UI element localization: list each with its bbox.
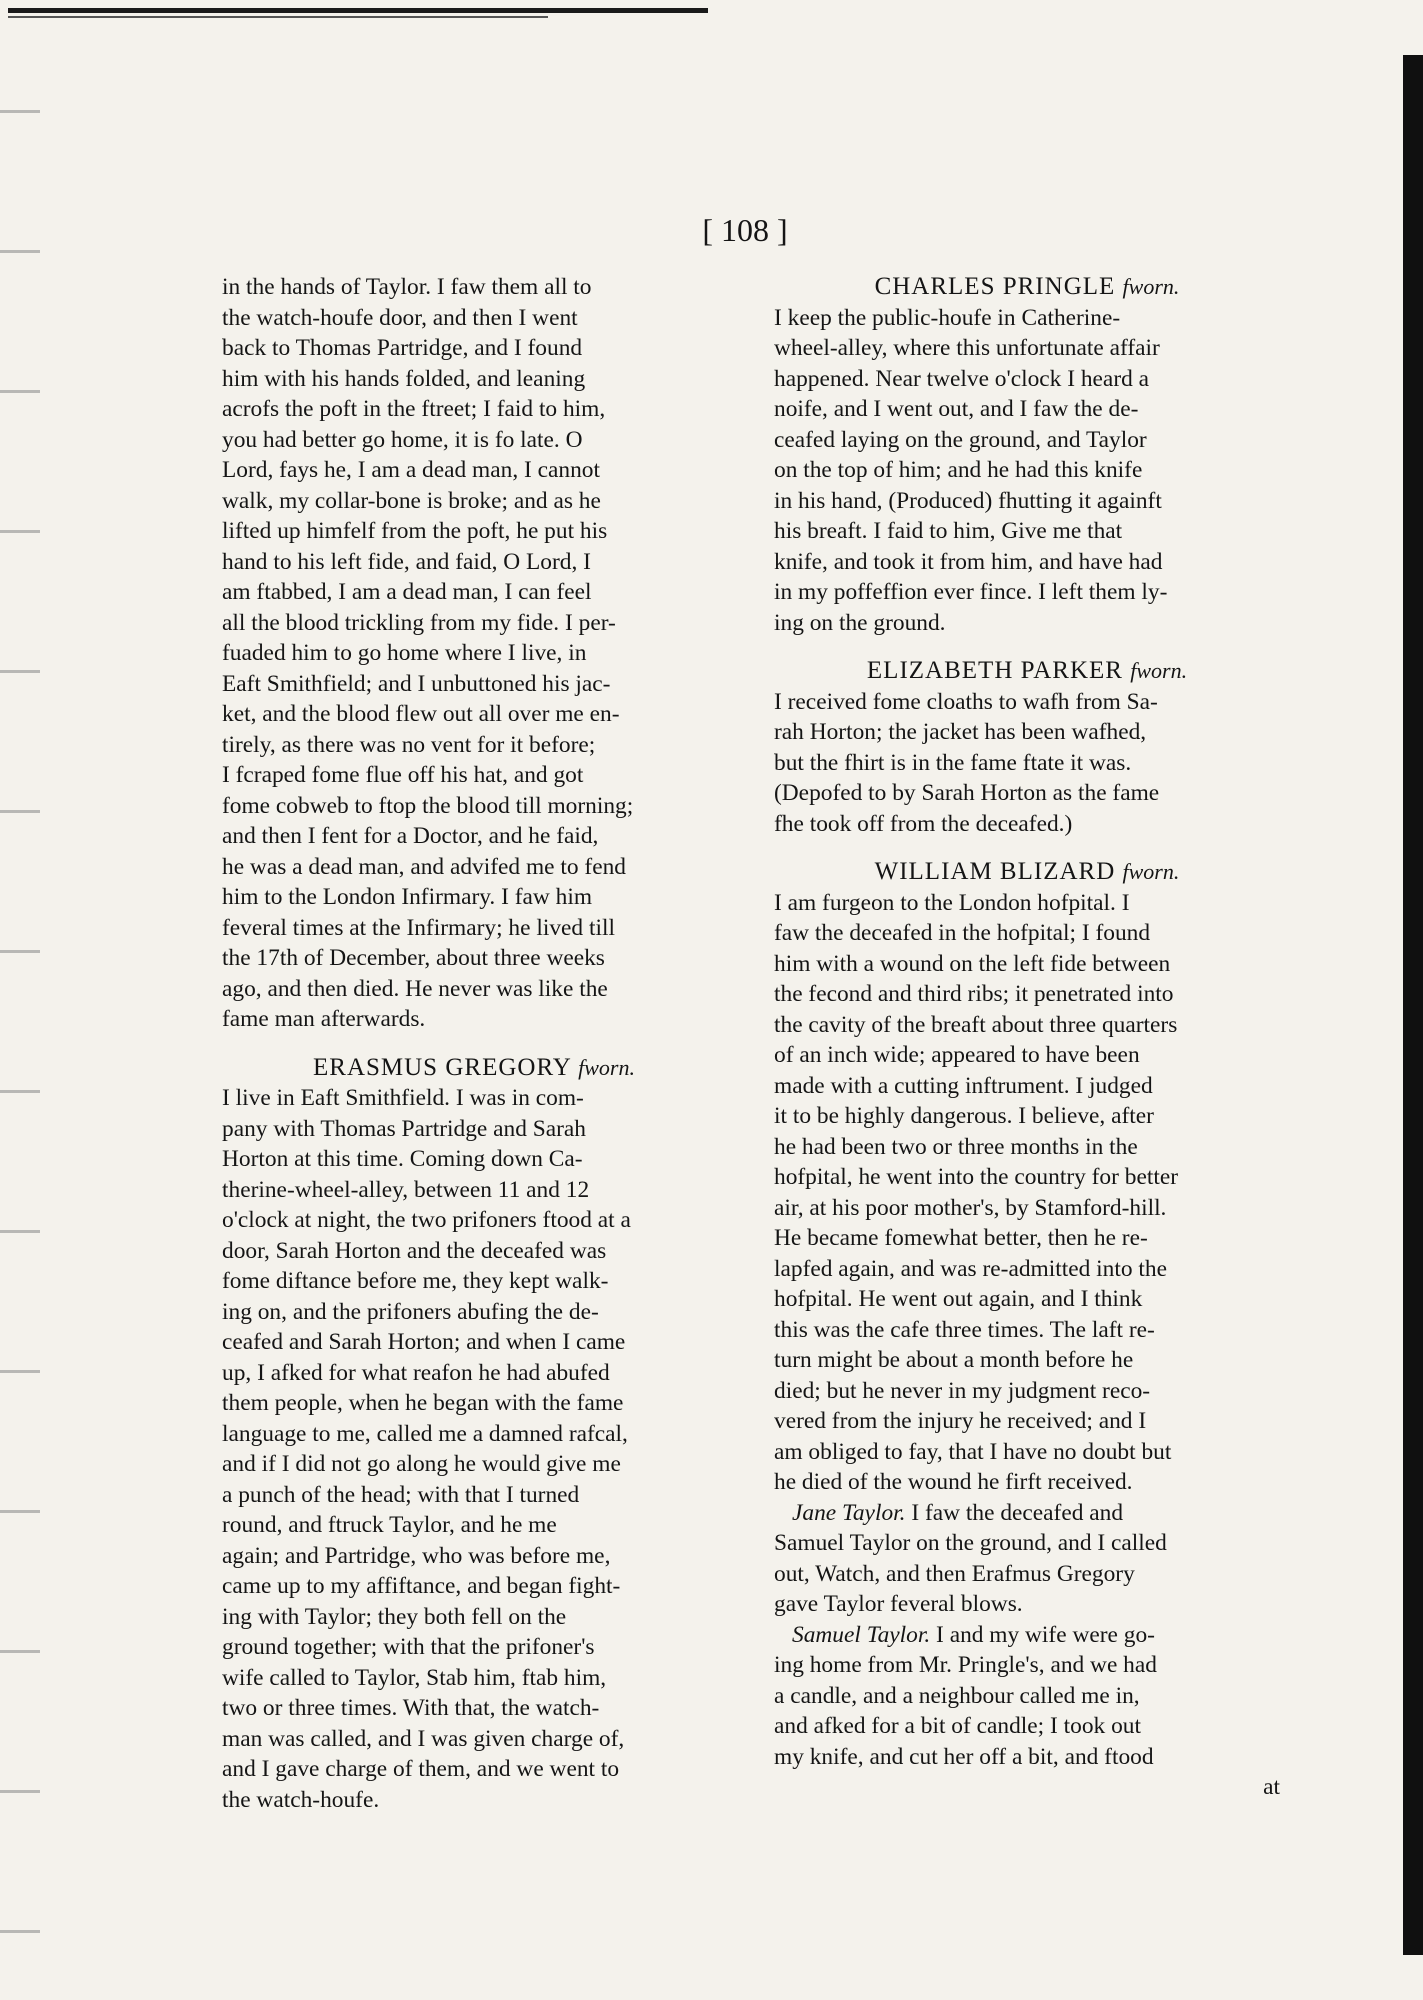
text-line: Lord, fays he, I am a dead man, I cannot xyxy=(222,457,600,483)
testimony-samuel-taylor xyxy=(774,1620,1280,1773)
text-line: but the fhirt is in the fame ftate it was. xyxy=(774,749,1132,776)
text-line: he died of the wound he firft received. xyxy=(774,1469,1133,1495)
text-line: Samuel Taylor on the ground, and I called xyxy=(774,1530,1167,1556)
text-line: and I gave charge of them, and we went to xyxy=(222,1756,620,1782)
text-line: acrofs the poft in the ftreet; I faid to him, xyxy=(222,396,606,422)
testimony-erasmus-gregory xyxy=(222,1083,726,1815)
text-line: a candle, and a neighbour called me in, xyxy=(774,1682,1140,1709)
text-line: am obliged to fay, that I have no doubt but xyxy=(774,1438,1172,1465)
text-line: fuaded him to go home where I live, in xyxy=(222,640,587,666)
top-rule xyxy=(8,8,708,13)
text-line: died; but he never in my judgment reco- xyxy=(774,1377,1151,1404)
text-line: the cavity of the breaft about three quarters xyxy=(774,1011,1178,1038)
text-line: I keep the public-houfe in Catherine- xyxy=(774,304,1121,331)
text-line: you had better go home, it is fo late. O xyxy=(222,426,583,453)
text-line: faw the deceafed in the hofpital; I found xyxy=(774,920,1151,946)
text-line: pany with Thomas Partridge and Sarah xyxy=(222,1115,586,1142)
text-line: fome cobweb to ftop the blood till morning; xyxy=(222,792,634,819)
text-line: walk, my collar-bone is broke; and as he xyxy=(222,487,601,514)
witness-heading-william-blizard: WILLIAM BLIZARD fworn. xyxy=(874,858,1180,885)
text-line: hand to his left fide, and faid, O Lord, I xyxy=(222,548,591,575)
text-line: am ftabbed, I am a dead man, I can feel xyxy=(222,579,592,605)
text-line: tirely, as there was no vent for it before; xyxy=(222,731,596,758)
text-line: air, at his poor mother's, by Stamford-hill. xyxy=(774,1194,1167,1221)
right-column xyxy=(774,272,1280,1803)
text-line: I received fome cloaths to wafh from Sa- xyxy=(774,688,1158,715)
text-line: Samuel Taylor. I and my wife were go- xyxy=(792,1621,1155,1648)
text-line: ceafed laying on the ground, and Taylor xyxy=(774,426,1147,453)
text-line: he was a dead man, and advifed me to fend xyxy=(222,853,626,880)
text-line: and afked for a bit of candle; I took out xyxy=(774,1713,1141,1739)
text-line: hofpital, he went into the country for better xyxy=(774,1164,1179,1190)
text-line: man was called, and I was given charge of, xyxy=(222,1725,625,1752)
testimony-jane-taylor xyxy=(774,1498,1280,1620)
witness-heading-charles-pringle: CHARLES PRINGLE fworn. xyxy=(874,273,1180,300)
left-column xyxy=(222,272,726,1815)
text-line: hofpital. He went out again, and I think xyxy=(774,1286,1143,1312)
text-line: he had been two or three months in the xyxy=(774,1133,1138,1160)
witness-heading-elizabeth-parker: ELIZABETH PARKER fworn. xyxy=(866,657,1188,684)
text-line: him with a wound on the left fide between xyxy=(774,950,1171,977)
text-line: in my poffeffion ever fince. I left them ly- xyxy=(774,579,1168,605)
text-line: wheel-alley, where this unfortunate affair xyxy=(774,335,1160,361)
text-line: of an inch wide; appeared to have been xyxy=(774,1042,1140,1068)
text-line: in the hands of Taylor. I faw them all to xyxy=(222,274,592,300)
text-line: (Depofed to by Sarah Horton as the fame xyxy=(774,780,1160,806)
text-line: it to be highly dangerous. I believe, after xyxy=(774,1103,1154,1129)
text-line: o'clock at night, the two prifoners ftood at a xyxy=(222,1207,631,1233)
text-line: up, I afked for what reafon he had abufed xyxy=(222,1359,610,1386)
testimony-continued xyxy=(222,272,726,1035)
text-line: turn might be about a month before he xyxy=(774,1347,1134,1373)
text-line: and then I fent for a Doctor, and he faid, xyxy=(222,823,599,849)
text-line: on the top of him; and he had this knife xyxy=(774,457,1143,483)
text-line: ground together; with that the prifoner's xyxy=(222,1634,595,1660)
text-line: therine-wheel-alley, between 11 and 12 xyxy=(222,1176,590,1203)
text-line: ceafed and Sarah Horton; and when I came xyxy=(222,1329,626,1355)
text-line: my knife, and cut her off a bit, and ftood xyxy=(774,1743,1154,1770)
text-line: rah Horton; the jacket has been wafhed, xyxy=(774,719,1147,745)
text-line: all the blood trickling from my fide. I per- xyxy=(222,609,616,636)
testimony-elizabeth-parker xyxy=(774,687,1280,840)
text-line: I fcraped fome flue off his hat, and got xyxy=(222,762,584,788)
text-line: ing on, and the prifoners abufing the de- xyxy=(222,1298,599,1325)
text-line: door, Sarah Horton and the deceafed was xyxy=(222,1237,607,1264)
text-line: knife, and took it from him, and have had xyxy=(774,548,1163,575)
text-line: lifted up himfelf from the poft, he put his xyxy=(222,518,608,544)
text-line: the watch-houfe door, and then I went xyxy=(222,304,578,331)
witness-heading-erasmus-gregory: ERASMUS GREGORY fworn. xyxy=(313,1053,635,1081)
text-line: fame man afterwards. xyxy=(222,1006,426,1032)
catchword: at xyxy=(1263,1774,1280,1800)
text-line: this was the cafe three times. The laft re- xyxy=(774,1316,1155,1343)
text-line: feveral times at the Infirmary; he lived till xyxy=(222,914,615,941)
page-number: [ 108 ] xyxy=(702,212,788,248)
text-line: the watch-houfe. xyxy=(222,1786,380,1813)
text-line: in his hand, (Produced) fhutting it againft xyxy=(774,487,1162,514)
text-line: him to the London Infirmary. I faw him xyxy=(222,884,593,910)
text-line: fome diftance before me, they kept walk- xyxy=(222,1268,609,1294)
text-line: vered from the injury he received; and I xyxy=(774,1408,1147,1434)
text-line: language to me, called me a damned rafcal, xyxy=(222,1420,628,1447)
text-line: out, Watch, and then Erafmus Gregory xyxy=(774,1560,1135,1587)
text-line: He became fomewhat better, then he re- xyxy=(774,1225,1148,1251)
left-margin-binding xyxy=(0,40,40,1990)
text-line: lapfed again, and was re-admitted into the xyxy=(774,1255,1167,1282)
text-line: a punch of the head; with that I turned xyxy=(222,1481,580,1508)
text-line: them people, when he began with the fame xyxy=(222,1390,624,1416)
text-line: happened. Near twelve o'clock I heard a xyxy=(774,365,1150,392)
text-line: gave Taylor feveral blows. xyxy=(774,1591,1023,1617)
text-line: back to Thomas Partridge, and I found xyxy=(222,335,583,361)
text-line: and if I did not go along he would give me xyxy=(222,1451,621,1477)
text-line: I live in Eaft Smithfield. I was in com- xyxy=(222,1085,584,1111)
text-line: ago, and then died. He never was like the xyxy=(222,975,608,1002)
text-line: Horton at this time. Coming down Ca- xyxy=(222,1146,583,1172)
text-line: the fecond and third ribs; it penetrated into xyxy=(774,981,1174,1007)
text-line: ing with Taylor; they both fell on the xyxy=(222,1603,567,1630)
text-line: again; and Partridge, who was before me, xyxy=(222,1542,611,1569)
text-line: the 17th of December, about three weeks xyxy=(222,945,605,971)
text-line: noife, and I went out, and I faw the de- xyxy=(774,396,1139,422)
text-line: wife called to Taylor, Stab him, ftab him, xyxy=(222,1664,607,1691)
text-line: made with a cutting inftrument. I judged xyxy=(774,1072,1153,1099)
text-line: ing home from Mr. Pringle's, and we had xyxy=(774,1652,1157,1678)
testimony-charles-pringle xyxy=(774,303,1280,639)
text-line: Jane Taylor. I faw the deceafed and xyxy=(792,1499,1124,1526)
text-line: fhe took off from the deceafed.) xyxy=(774,810,1073,837)
text-line: his breaft. I faid to him, Give me that xyxy=(774,518,1123,544)
text-line: two or three times. With that, the watch- xyxy=(222,1695,600,1721)
top-rule-secondary xyxy=(8,16,548,18)
text-line: I am furgeon to the London hofpital. I xyxy=(774,889,1130,916)
text-line: round, and ftruck Taylor, and he me xyxy=(222,1512,557,1538)
text-line: ing on the ground. xyxy=(774,609,946,636)
right-margin-shadow xyxy=(1403,55,1423,1955)
testimony-william-blizard xyxy=(774,888,1280,1498)
text-line: Eaft Smithfield; and I unbuttoned his jac- xyxy=(222,670,611,697)
text-line: ket, and the blood flew out all over me en- xyxy=(222,701,620,727)
text-line: came up to my affiftance, and began fight- xyxy=(222,1573,621,1599)
text-line: him with his hands folded, and leaning xyxy=(222,365,586,392)
